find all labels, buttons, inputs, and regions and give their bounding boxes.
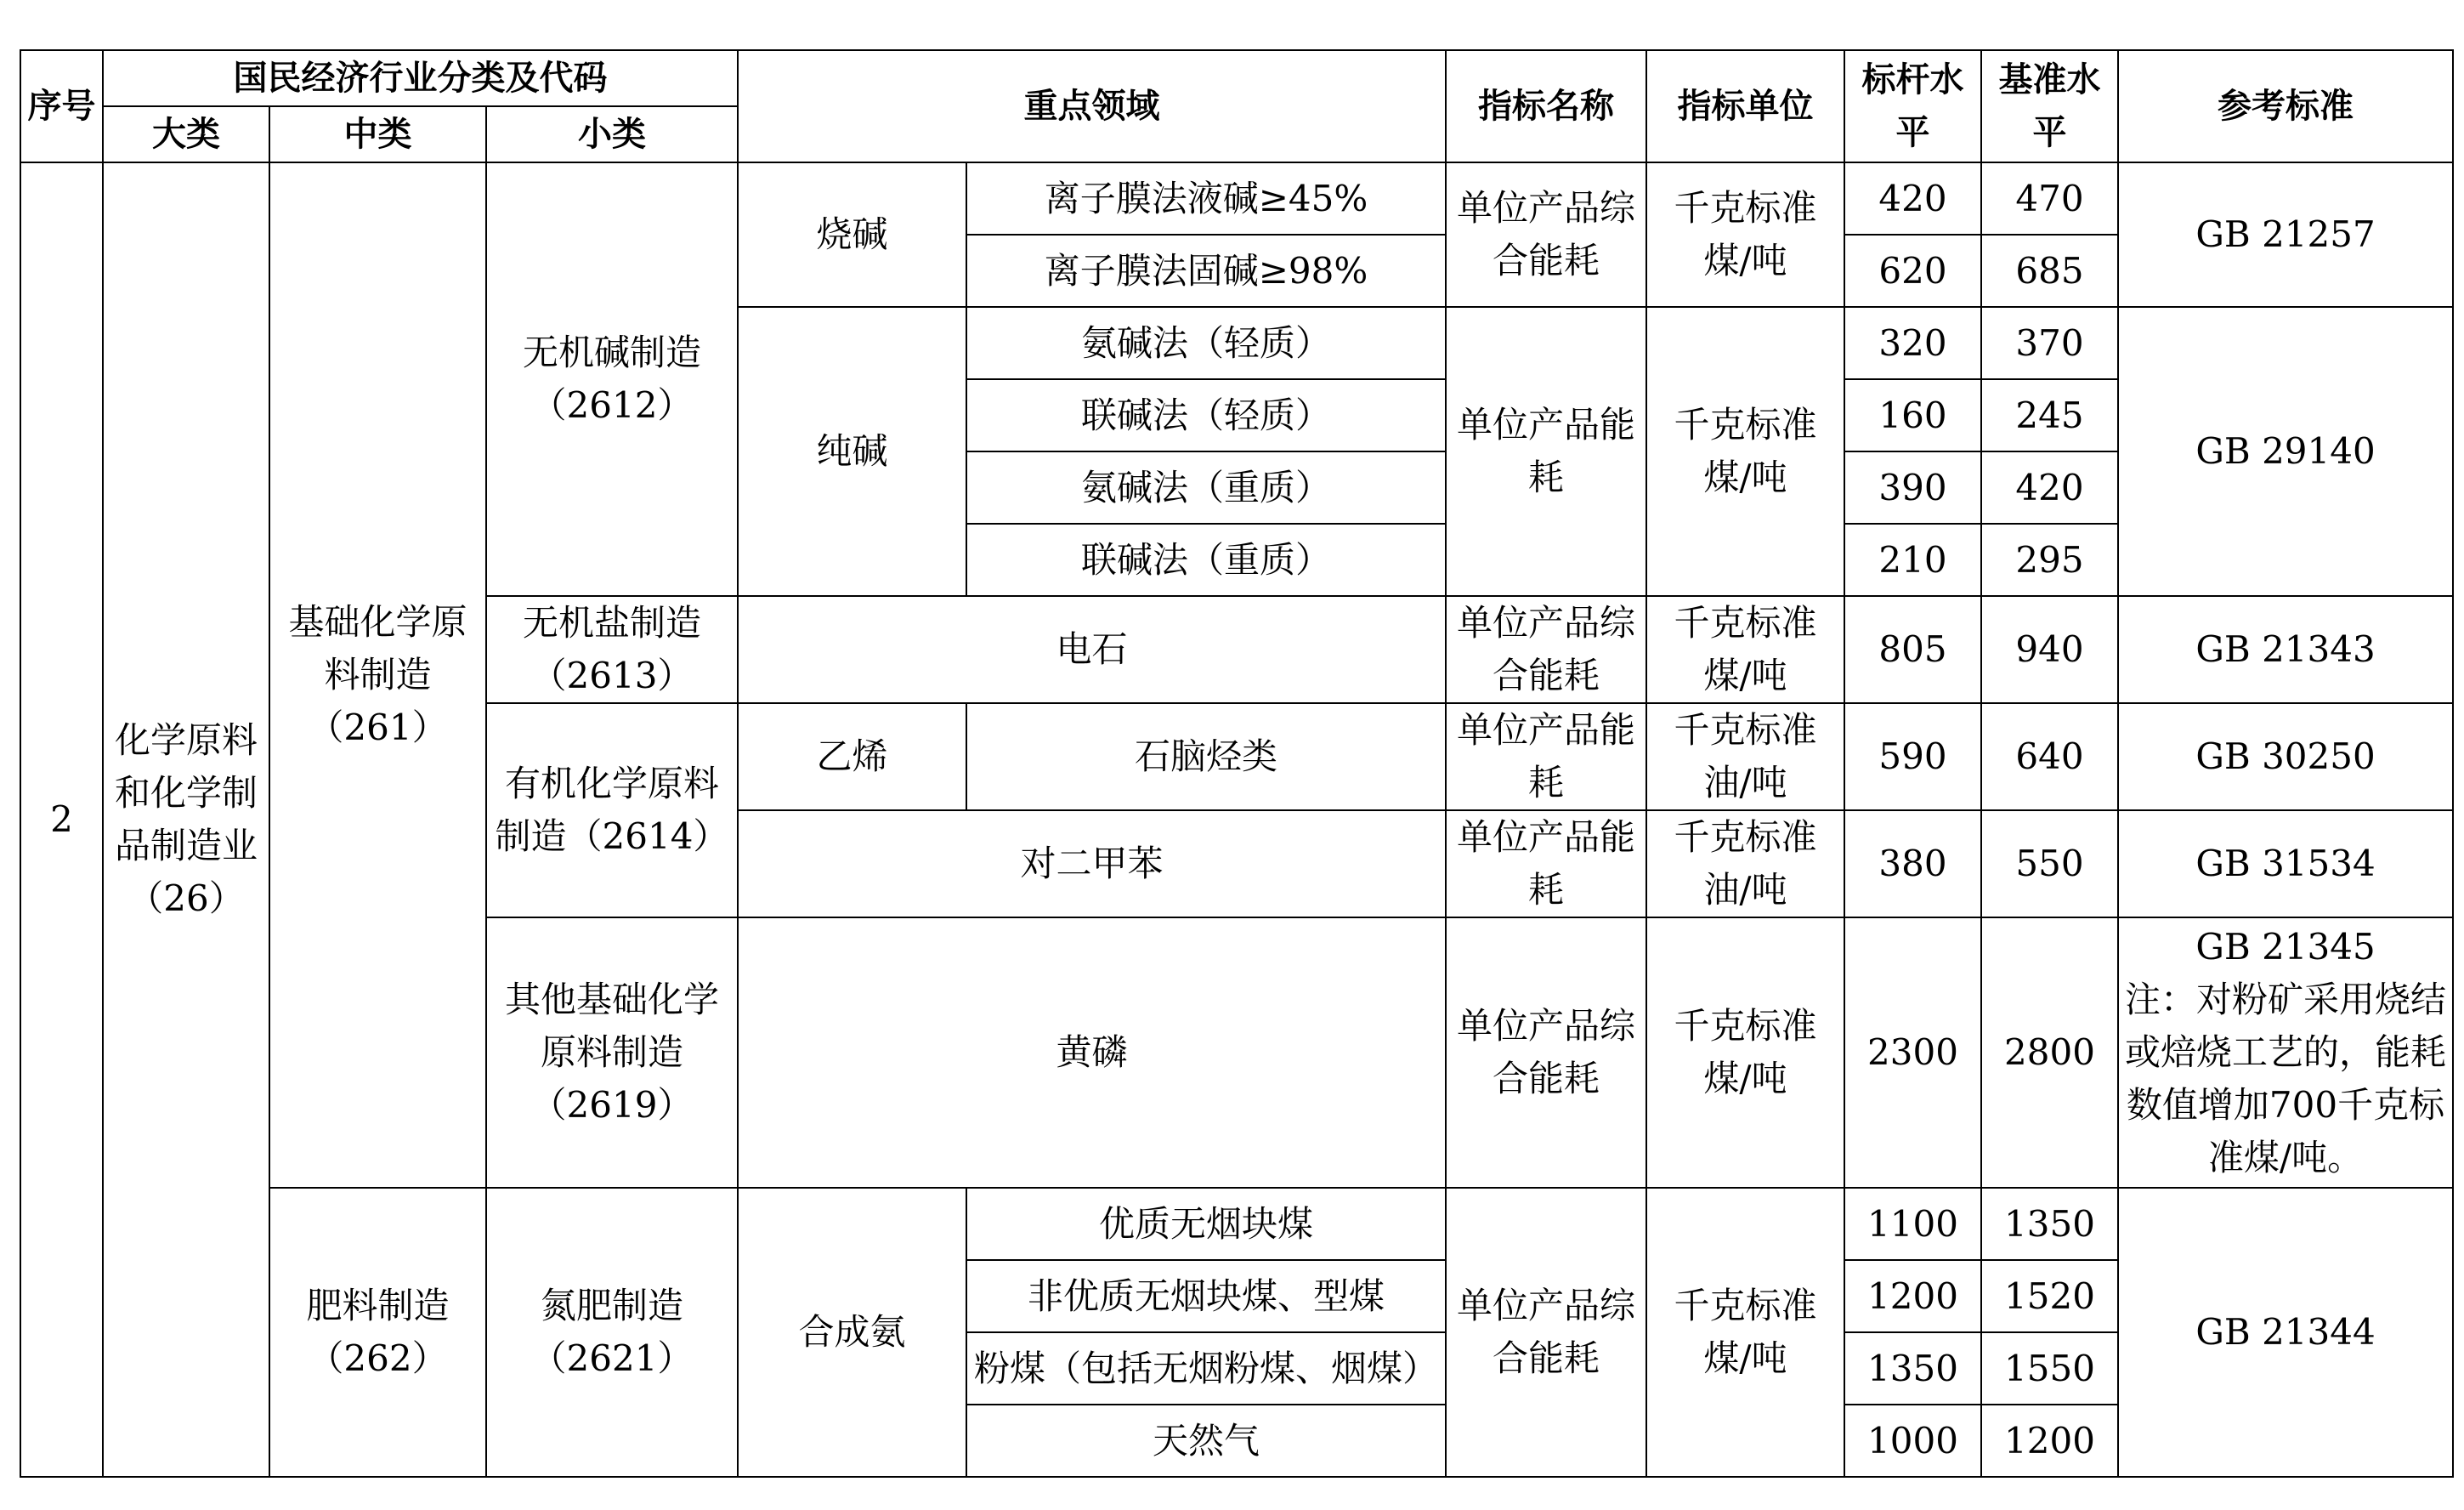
baseline-value: 685 bbox=[1981, 235, 2118, 307]
standard-cell: GB 21344 bbox=[2118, 1188, 2453, 1477]
header-seq: 序号 bbox=[20, 50, 103, 162]
field-ammonia-4: 天然气 bbox=[966, 1405, 1446, 1477]
seq-cell: 2 bbox=[20, 162, 103, 1477]
benchmark-value: 390 bbox=[1844, 451, 1981, 524]
standard-cell: GB 21343 bbox=[2118, 596, 2453, 703]
standard-cell: GB 31534 bbox=[2118, 810, 2453, 917]
field-caustic-solid: 离子膜法固碱≥98% bbox=[966, 235, 1446, 307]
benchmark-value: 210 bbox=[1844, 524, 1981, 596]
major-class-cell: 化学原料和化学制品制造业（26） bbox=[103, 162, 269, 1477]
baseline-value: 470 bbox=[1981, 162, 2118, 235]
standards-table-container bbox=[20, 49, 2452, 1478]
indicator-cell: 单位产品能耗 bbox=[1446, 703, 1646, 810]
minor-class-other: 其他基础化学原料制造（2619） bbox=[486, 917, 738, 1188]
minor-class-nitrogen: 氮肥制造（2621） bbox=[486, 1188, 738, 1477]
indicator-cell: 单位产品综合能耗 bbox=[1446, 917, 1646, 1188]
field-ammonia: 合成氨 bbox=[738, 1188, 966, 1477]
field-naphtha: 石脑烃类 bbox=[966, 703, 1446, 810]
baseline-value: 1200 bbox=[1981, 1405, 2118, 1477]
baseline-value: 1550 bbox=[1981, 1332, 2118, 1405]
standard-cell: GB 30250 bbox=[2118, 703, 2453, 810]
baseline-value: 370 bbox=[1981, 307, 2118, 379]
indicator-cell: 单位产品综合能耗 bbox=[1446, 596, 1646, 703]
benchmark-value: 420 bbox=[1844, 162, 1981, 235]
energy-consumption-standards-table bbox=[20, 49, 2454, 1478]
indicator-cell: 单位产品能耗 bbox=[1446, 810, 1646, 917]
indicator-cell: 单位产品综合能耗 bbox=[1446, 1188, 1646, 1477]
baseline-value: 1520 bbox=[1981, 1260, 2118, 1332]
header-indicator-unit: 指标单位 bbox=[1646, 50, 1844, 162]
baseline-value: 245 bbox=[1981, 379, 2118, 451]
benchmark-value: 1100 bbox=[1844, 1188, 1981, 1260]
baseline-value: 940 bbox=[1981, 596, 2118, 703]
benchmark-value: 1350 bbox=[1844, 1332, 1981, 1405]
field-soda-2: 联碱法（轻质） bbox=[966, 379, 1446, 451]
standard-note: 注：对粉矿采用烧结或焙烧工艺的，能耗数值增加700千克标准煤/吨。 bbox=[2124, 979, 2446, 1178]
baseline-value: 295 bbox=[1981, 524, 2118, 596]
header-indicator-name: 指标名称 bbox=[1446, 50, 1646, 162]
field-ammonia-1: 优质无烟块煤 bbox=[966, 1188, 1446, 1260]
field-ethylene: 乙烯 bbox=[738, 703, 966, 810]
header-baseline-level: 基准水平 bbox=[1981, 50, 2118, 162]
benchmark-value: 2300 bbox=[1844, 917, 1981, 1188]
medium-class-fertilizer: 肥料制造（262） bbox=[269, 1188, 486, 1477]
standard-cell: GB 21257 bbox=[2118, 162, 2453, 307]
header-minor-class: 小类 bbox=[486, 106, 738, 162]
header-reference-standard: 参考标准 bbox=[2118, 50, 2453, 162]
header-benchmark-level: 标杆水平 bbox=[1844, 50, 1981, 162]
field-ammonia-2: 非优质无烟块煤、型煤 bbox=[966, 1260, 1446, 1332]
benchmark-value: 380 bbox=[1844, 810, 1981, 917]
table-row bbox=[20, 162, 2453, 235]
unit-cell: 千克标准油/吨 bbox=[1646, 703, 1844, 810]
minor-class-salt: 无机盐制造（2613） bbox=[486, 596, 738, 703]
header-medium-class: 中类 bbox=[269, 106, 486, 162]
unit-cell: 千克标准煤/吨 bbox=[1646, 162, 1844, 307]
unit-cell: 千克标准煤/吨 bbox=[1646, 917, 1844, 1188]
minor-class-alkali: 无机碱制造（2612） bbox=[486, 162, 738, 596]
benchmark-value: 1200 bbox=[1844, 1260, 1981, 1332]
unit-cell: 千克标准煤/吨 bbox=[1646, 307, 1844, 596]
baseline-value: 420 bbox=[1981, 451, 2118, 524]
standard-cell-with-note bbox=[2118, 917, 2453, 1188]
header-key-field: 重点领域 bbox=[738, 50, 1446, 162]
field-carbide: 电石 bbox=[738, 596, 1446, 703]
field-soda-1: 氨碱法（轻质） bbox=[966, 307, 1446, 379]
minor-class-organic: 有机化学原料制造（2614） bbox=[486, 703, 738, 917]
benchmark-value: 590 bbox=[1844, 703, 1981, 810]
medium-class-basic: 基础化学原料制造（261） bbox=[269, 162, 486, 1188]
field-px: 对二甲苯 bbox=[738, 810, 1446, 917]
indicator-cell: 单位产品能耗 bbox=[1446, 307, 1646, 596]
benchmark-value: 805 bbox=[1844, 596, 1981, 703]
field-soda-3: 氨碱法（重质） bbox=[966, 451, 1446, 524]
unit-cell: 千克标准煤/吨 bbox=[1646, 1188, 1844, 1477]
benchmark-value: 1000 bbox=[1844, 1405, 1981, 1477]
standard-cell: GB 29140 bbox=[2118, 307, 2453, 596]
baseline-value: 640 bbox=[1981, 703, 2118, 810]
unit-cell: 千克标准煤/吨 bbox=[1646, 596, 1844, 703]
benchmark-value: 160 bbox=[1844, 379, 1981, 451]
field-soda-4: 联碱法（重质） bbox=[966, 524, 1446, 596]
field-phosphorus: 黄磷 bbox=[738, 917, 1446, 1188]
header-industry-classification: 国民经济行业分类及代码 bbox=[103, 50, 738, 106]
field-ammonia-3: 粉煤（包括无烟粉煤、烟煤） bbox=[966, 1332, 1446, 1405]
benchmark-value: 320 bbox=[1844, 307, 1981, 379]
field-caustic: 烧碱 bbox=[738, 162, 966, 307]
baseline-value: 2800 bbox=[1981, 917, 2118, 1188]
table-row bbox=[20, 1188, 2453, 1260]
field-caustic-liquid: 离子膜法液碱≥45% bbox=[966, 162, 1446, 235]
baseline-value: 1350 bbox=[1981, 1188, 2118, 1260]
header-major-class: 大类 bbox=[103, 106, 269, 162]
field-soda: 纯碱 bbox=[738, 307, 966, 596]
baseline-value: 550 bbox=[1981, 810, 2118, 917]
benchmark-value: 620 bbox=[1844, 235, 1981, 307]
unit-cell: 千克标准油/吨 bbox=[1646, 810, 1844, 917]
standard-code: GB 21345 bbox=[2195, 926, 2376, 968]
indicator-cell: 单位产品综合能耗 bbox=[1446, 162, 1646, 307]
